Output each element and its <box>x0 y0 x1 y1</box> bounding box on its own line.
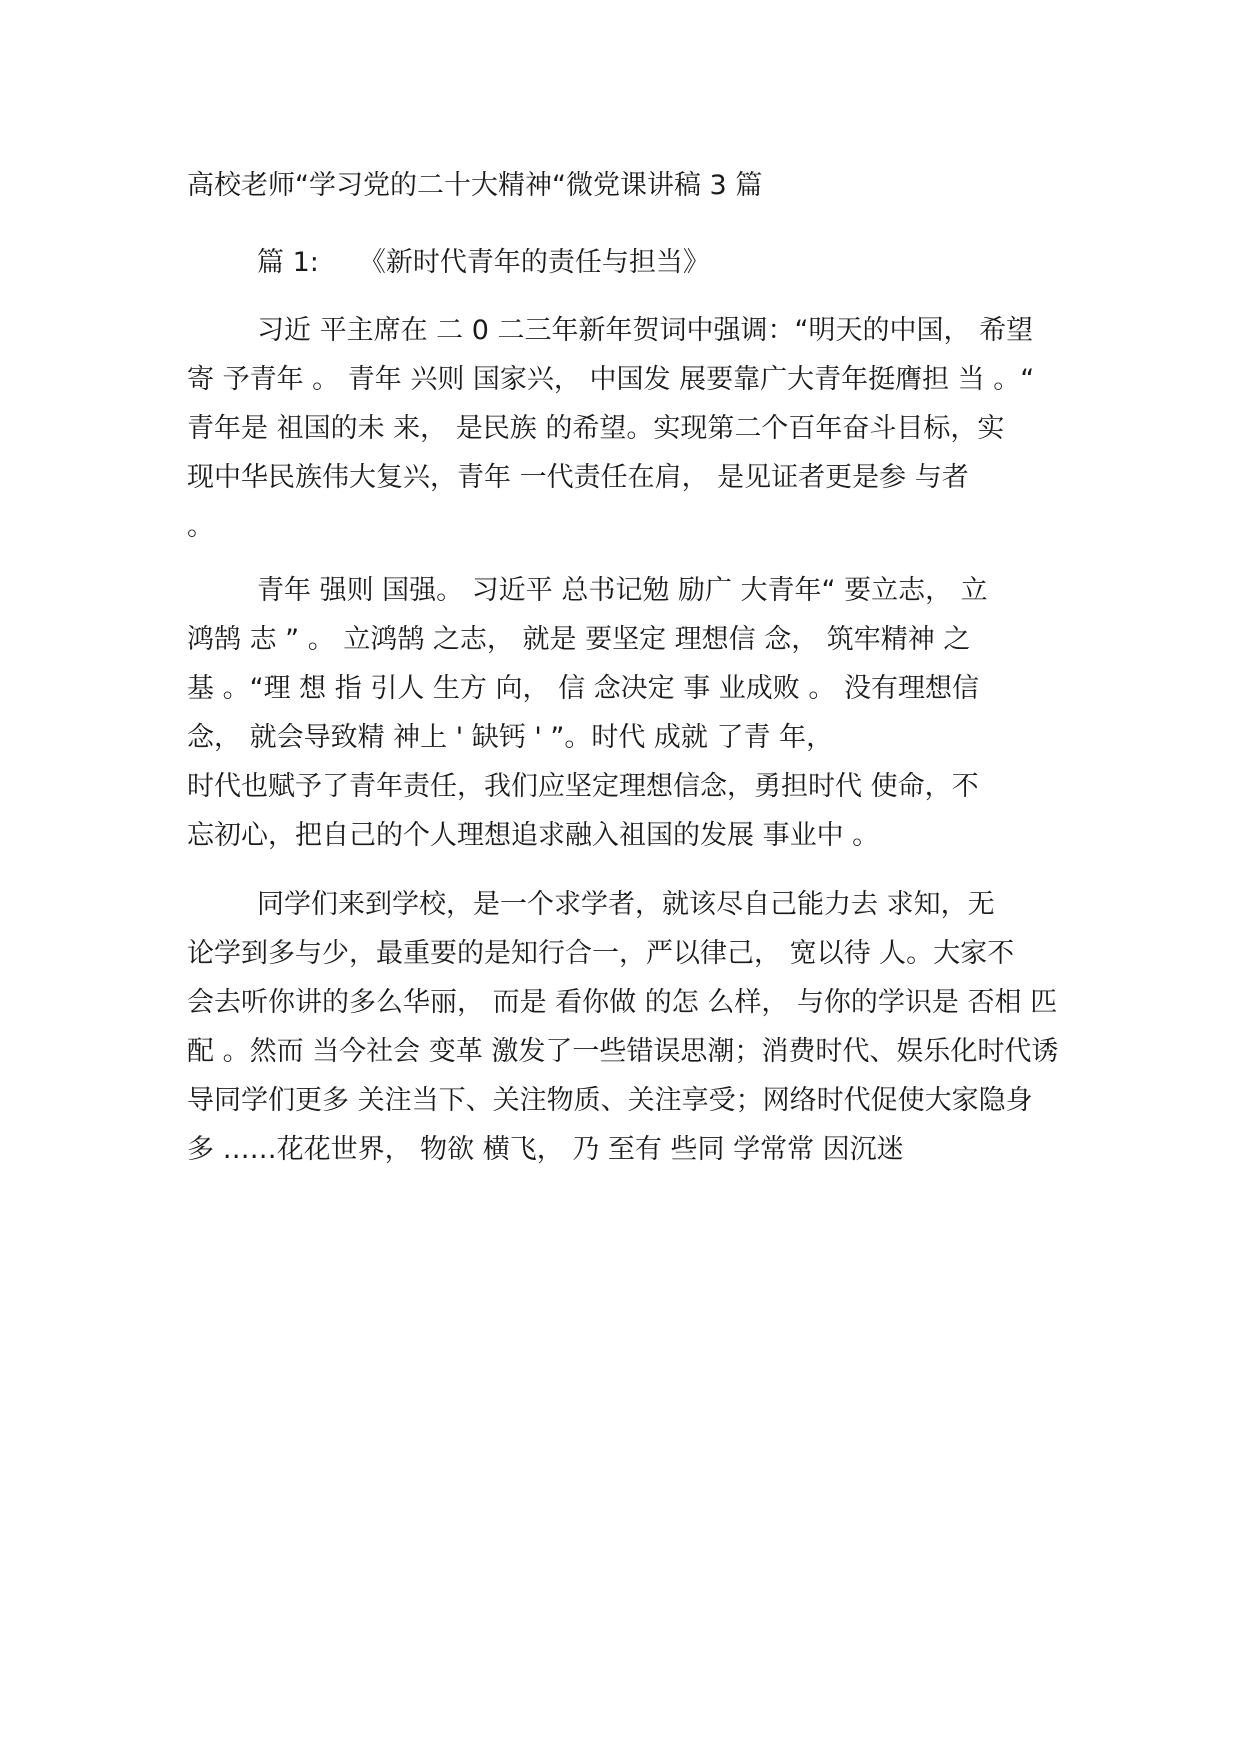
section-label: 篇 1: <box>257 247 319 278</box>
paragraph-line: 寄 予青年 。 青年 兴则 国家兴， 中国发 展要靠广大青年挺膺担 当 。“ <box>187 364 1035 395</box>
paragraph-line: 基 。“理 想 指 引人 生方 向， 信 念决定 事 业成败 。 没有理想信 <box>187 673 979 704</box>
paragraph-line: 多 ……花花世界， 物欲 横飞， 乃 至有 些同 学常常 因沉迷 <box>187 1134 904 1165</box>
paragraph-line: 。 <box>187 511 214 542</box>
paragraph-line: 导同学们更多 关注当下、关注物质、关注享受；网络时代促使大家隐身 <box>187 1085 1033 1116</box>
paragraph-line: 习近 平主席在 二 0 二三年新年贺词中强调：“明天的中国， 希望 <box>257 315 1034 346</box>
paragraph-line: 鸿鹄 志 ” 。 立鸿鹄 之志， 就是 要坚定 理想信 念， 筑牢精神 之 <box>187 624 971 655</box>
paragraph-2 <box>187 566 1067 860</box>
paragraph-line: 现中华民族伟大复兴，青年 一代责任在肩， 是见证者更是参 与者 <box>187 462 969 493</box>
paragraph-line: 会去听你讲的多么华丽， 而是 看你做 的怎 么样， 与你的学识是 否相 匹 <box>187 987 1058 1018</box>
paragraph-line: 念， 就会导致精 神上 ' 缺钙 ' ”。时代 成就 了青 年， <box>187 722 834 753</box>
paragraph-line: 时代也赋予了青年责任，我们应坚定理想信念，勇担时代 使命，不 <box>187 771 979 802</box>
document-title: 高校老师“学习党的二十大精神“微党课讲稿 3 篇 <box>187 170 763 201</box>
paragraph-line: 青年是 祖国的未 来， 是民族 的希望。实现第二个百年奋斗目标，实 <box>187 413 1005 444</box>
section-title: 《新时代青年的责任与担当》 <box>358 247 710 278</box>
paragraph-1 <box>187 306 1067 551</box>
paragraph-3 <box>187 880 1067 1174</box>
paragraph-line: 忘初心，把自己的个人理想追求融入祖国的发展 事业中 。 <box>187 820 880 851</box>
section-heading <box>257 243 1057 283</box>
paragraph-line: 同学们来到学校，是一个求学者，就该尽自己能力去 求知，无 <box>257 889 995 920</box>
paragraph-line: 论学到多与少，最重要的是知行合一，严以律己， 宽以待 人。大家不 <box>187 938 1015 969</box>
paragraph-line: 配 。然而 当今社会 变革 激发了一些错误思潮；消费时代、娱乐化时代诱 <box>187 1036 1059 1067</box>
paragraph-line: 青年 强则 国强。 习近平 总书记勉 励广 大青年“ 要立志， 立 <box>257 575 988 606</box>
